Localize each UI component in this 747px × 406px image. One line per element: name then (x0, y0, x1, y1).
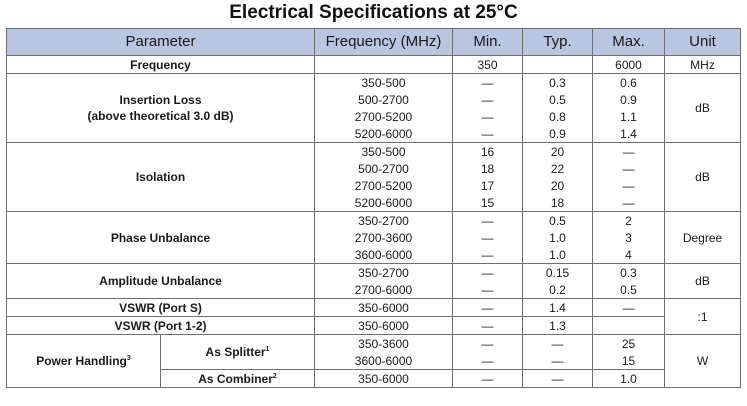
freq-cell: 350-500 (315, 74, 453, 92)
max-cell: — (593, 299, 665, 317)
max-cell: 3 (593, 229, 665, 246)
param-power-handling (7, 335, 161, 388)
freq-cell: 350-6000 (315, 370, 453, 388)
spec-table (6, 28, 741, 388)
header-unit: Unit (665, 29, 741, 56)
freq-cell: 500-2700 (315, 160, 453, 177)
max-cell: 0.5 (593, 281, 665, 299)
row-frequency (7, 56, 741, 74)
freq-cell: 350-2700 (315, 264, 453, 282)
header-max: Max. (593, 29, 665, 56)
min-cell: — (453, 229, 523, 246)
unit-cell: MHz (665, 56, 741, 74)
typ-cell: — (523, 335, 593, 353)
max-cell (593, 317, 665, 335)
unit-cell: dB (665, 143, 741, 212)
as-splitter-footnote: 1 (265, 346, 270, 353)
min-cell: — (453, 352, 523, 370)
min-cell: — (453, 212, 523, 230)
row-vswr-port-12 (7, 317, 741, 335)
param-vswr-port-s: VSWR (Port S) (7, 299, 315, 317)
max-cell: 0.3 (593, 264, 665, 282)
typ-cell: 0.5 (523, 91, 593, 108)
typ-cell: 1.3 (523, 317, 593, 335)
max-cell: 1.4 (593, 125, 665, 143)
min-cell: — (453, 317, 523, 335)
min-cell: 15 (453, 194, 523, 212)
min-cell: 17 (453, 177, 523, 194)
as-combiner-footnote: 2 (272, 372, 277, 380)
row-isolation (7, 143, 741, 161)
min-cell: — (453, 370, 523, 388)
typ-cell: 0.9 (523, 125, 593, 143)
max-cell: 25 (593, 335, 665, 353)
row-power-handling (7, 335, 741, 353)
param-insertion-loss (7, 74, 315, 143)
typ-cell: 0.5 (523, 212, 593, 230)
param-amplitude-unbalance: Amplitude Unbalance (7, 264, 315, 299)
freq-cell: 2700-5200 (315, 108, 453, 125)
max-cell: 1.1 (593, 108, 665, 125)
freq-cell: 350-6000 (315, 299, 453, 317)
param-as-splitter (161, 335, 315, 370)
header-row (7, 29, 741, 56)
unit-cell: dB (665, 74, 741, 143)
freq-cell: 3600-6000 (315, 352, 453, 370)
unit-cell: :1 (665, 299, 741, 335)
page-title: Electrical Specifications at 25°C (229, 2, 518, 23)
typ-cell: 0.15 (523, 264, 593, 282)
header-min: Min. (453, 29, 523, 56)
max-cell: 6000 (593, 56, 665, 74)
param-as-combiner (161, 370, 315, 388)
max-cell: — (593, 143, 665, 161)
min-cell: 18 (453, 160, 523, 177)
unit-cell: W (665, 335, 741, 388)
param-phase-unbalance: Phase Unbalance (7, 212, 315, 264)
freq-cell (315, 56, 453, 74)
max-cell: 15 (593, 352, 665, 370)
header-typ: Typ. (523, 29, 593, 56)
min-cell: 16 (453, 143, 523, 161)
freq-cell: 3600-6000 (315, 246, 453, 264)
row-vswr-port-s (7, 299, 741, 317)
param-vswr-port-12: VSWR (Port 1-2) (7, 317, 315, 335)
freq-cell: 2700-5200 (315, 177, 453, 194)
row-amplitude-unbalance (7, 264, 741, 282)
unit-cell: Degree (665, 212, 741, 264)
freq-cell: 500-2700 (315, 91, 453, 108)
as-combiner-label: As Combiner (198, 371, 273, 386)
typ-cell: 20 (523, 143, 593, 161)
min-cell: — (453, 74, 523, 92)
min-cell: 350 (453, 56, 523, 74)
max-cell: — (593, 194, 665, 212)
header-parameter: Parameter (7, 29, 315, 56)
min-cell: — (453, 264, 523, 282)
typ-cell: 0.3 (523, 74, 593, 92)
insertion-loss-note: (above theoretical 3.0 dB) (87, 109, 234, 123)
min-cell: — (453, 108, 523, 125)
unit-cell: dB (665, 264, 741, 299)
typ-cell: — (523, 370, 593, 388)
freq-cell: 350-500 (315, 143, 453, 161)
typ-cell: 22 (523, 160, 593, 177)
freq-cell: 2700-3600 (315, 229, 453, 246)
typ-cell: 20 (523, 177, 593, 194)
param-frequency: Frequency (7, 56, 315, 74)
min-cell: — (453, 91, 523, 108)
param-isolation: Isolation (7, 143, 315, 212)
max-cell: — (593, 160, 665, 177)
max-cell: 0.9 (593, 91, 665, 108)
typ-cell: 1.0 (523, 246, 593, 264)
min-cell: — (453, 246, 523, 264)
freq-cell: 5200-6000 (315, 125, 453, 143)
typ-cell (523, 56, 593, 74)
typ-cell: 1.4 (523, 299, 593, 317)
row-phase-unbalance (7, 212, 741, 230)
typ-cell: — (523, 352, 593, 370)
typ-cell: 18 (523, 194, 593, 212)
min-cell: — (453, 335, 523, 353)
power-handling-footnote: 3 (126, 355, 131, 362)
typ-cell: 0.8 (523, 108, 593, 125)
max-cell: 4 (593, 246, 665, 264)
max-cell: — (593, 177, 665, 194)
freq-cell: 5200-6000 (315, 194, 453, 212)
min-cell: — (453, 281, 523, 299)
max-cell: 2 (593, 212, 665, 230)
freq-cell: 350-6000 (315, 317, 453, 335)
freq-cell: 350-3600 (315, 335, 453, 353)
header-frequency: Frequency (MHz) (315, 29, 453, 56)
typ-cell: 1.0 (523, 229, 593, 246)
freq-cell: 2700-6000 (315, 281, 453, 299)
power-handling-label: Power Handling (36, 354, 127, 368)
min-cell: — (453, 299, 523, 317)
freq-cell: 350-2700 (315, 212, 453, 230)
row-insertion-loss (7, 74, 741, 92)
min-cell: — (453, 125, 523, 143)
typ-cell: 0.2 (523, 281, 593, 299)
as-splitter-label: As Splitter (205, 345, 266, 359)
max-cell: 0.6 (593, 74, 665, 92)
max-cell: 1.0 (593, 370, 665, 388)
insertion-loss-label: Insertion Loss (119, 93, 202, 107)
